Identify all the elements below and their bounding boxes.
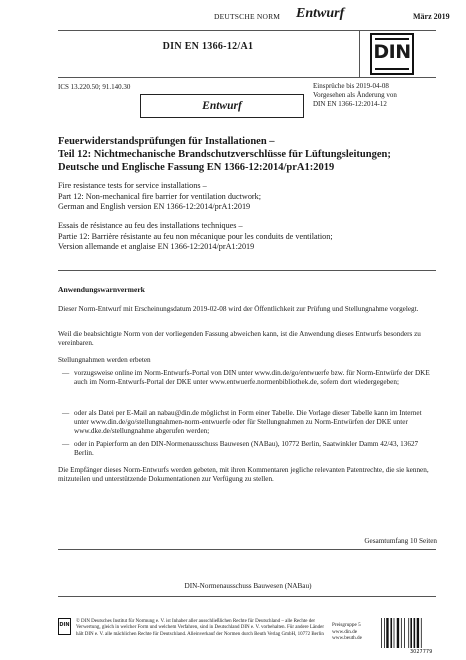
- comments-intro: Stellungnahmen werden erbeten: [58, 356, 151, 364]
- barcode-bar: [421, 618, 422, 648]
- list-item: [58, 369, 438, 387]
- barcode-bar: [404, 618, 405, 648]
- norm-label: DEUTSCHE NORM: [214, 12, 281, 21]
- list-item-text: vorzugsweise online im Norm-Entwurfs-Portal von DIN unter www.din.de/go/entwuerfe bzw. für Norm-Entwürfe der DKE auch im Norm-Entwurfs-Portal der DKE unter www.entwuerfe.normenbibliothek.de, sofern dort wiedergegeben;: [74, 369, 430, 387]
- list-item-text: oder in Papierform an den DIN-Normenausschuss Bauwesen (NABau), 10772 Berlin, Saatwinkler Damm 42/43, 13627 Berlin.: [74, 440, 419, 458]
- title-german: [58, 135, 438, 174]
- title-french: [58, 221, 438, 253]
- dash-marker: —: [62, 440, 70, 448]
- price-line: www.beuth.de: [332, 635, 362, 641]
- warning-heading: Anwendungswarnvermerk: [58, 285, 145, 294]
- list-item: [58, 409, 438, 437]
- barcode-number: 3027779: [410, 649, 433, 655]
- title-line: Feuerwiderstandsprüfungen für Installationen –: [58, 136, 275, 147]
- footer-rule: [58, 596, 436, 597]
- notice-line: Vorgesehen als Änderung von: [313, 91, 397, 99]
- din-logo-top-bar: [375, 38, 409, 40]
- footer-din-logo: [58, 618, 71, 635]
- header-rule-bottom: [58, 77, 436, 78]
- title-line: Essais de résistance au feu des installations techniques –: [58, 221, 243, 230]
- title-line: Partie 12: Barrière résistante au feu non mécanique pour les conduits de ventilation;: [58, 231, 333, 241]
- barcode-bar: [384, 618, 385, 648]
- barcode-bar: [381, 618, 382, 648]
- title-english: [58, 181, 438, 213]
- barcode-bar: [417, 618, 419, 648]
- price-line: www.din.de: [332, 628, 358, 635]
- warning-paragraph: Weil die beabsichtigte Norm von der vorliegenden Fassung abweichen kann, ist die Anwendung dieses Entwurfs besonders zu vereinbaren.: [58, 330, 421, 348]
- warning-paragraph: Dieser Norm-Entwurf mit Erscheinungsdatum 2019-02-08 wird der Öffentlichkeit zur Prüfung und Stellungnahme vorgelegt.: [58, 305, 419, 313]
- title-line: Fire resistance tests for service installations –: [58, 181, 207, 190]
- barcode-bar: [408, 618, 409, 648]
- title-line: German and English version EN 1366-12:2014/prA1:2019: [58, 202, 251, 211]
- barcode-bar: [386, 618, 388, 648]
- list-item-text: oder als Datei per E-Mail an nabau@din.de möglichst in Form einer Tabelle. Die Vorlage dieser Tabelle kann im Internet unter www.din.de/go/stellungnahmen-norm-entwuerfe oder für Stellungnahmen zu Norm-Entwürfen der DKE unter www.dke.de/stellungnahme abgerufen werden;: [74, 409, 422, 436]
- price-line: Preisgruppe 5: [332, 622, 361, 628]
- draft-box: Entwurf: [140, 94, 304, 118]
- title-line: Teil 12: Nichtmechanische Brandschutzverschlüsse für Lüftungsleitungen;: [58, 149, 391, 160]
- din-logo-bottom-bar: [375, 68, 409, 70]
- draft-label: Entwurf: [296, 6, 345, 21]
- barcode-bar: [394, 618, 395, 648]
- objection-notice: [313, 82, 443, 109]
- dash-marker: —: [62, 369, 70, 377]
- document-number: DIN EN 1366-12/A1: [162, 41, 254, 52]
- ics-code: ICS 13.220.50; 91.140.30: [58, 83, 131, 91]
- barcode-bar: [397, 618, 399, 648]
- notice-line: DIN EN 1366-12:2014-12: [313, 100, 387, 108]
- footer-logo-text: DIN: [59, 622, 70, 628]
- list-item: [58, 440, 438, 458]
- issue-date: März 2019: [413, 12, 450, 21]
- total-pages: Gesamtumfang 10 Seiten: [364, 537, 437, 545]
- din-logo: [370, 33, 414, 75]
- logo-divider: [359, 30, 360, 77]
- barcode-bar: [410, 618, 412, 648]
- title-line: Version allemande et anglaise EN 1366-12:2014/prA1:2019: [58, 242, 255, 251]
- barcode-bar: [390, 618, 392, 648]
- barcode-bar: [414, 618, 416, 648]
- warning-paragraph: Die Empfänger dieses Norm-Entwurfs werden gebeten, mit ihren Kommentaren jegliche relevanten Patentrechte, die sie kennen, mitzuteilen und unterstützende Dokumentationen zur Verfügung zu stellen.: [58, 466, 429, 484]
- title-line: Deutsche und Englische Fassung EN 1366-12:2014/prA1:2019: [58, 162, 335, 173]
- barcode-bar: [401, 618, 402, 648]
- notice-line: Einsprüche bis 2019-04-08: [313, 82, 389, 90]
- committee-name: DIN-Normenausschuss Bauwesen (NABau): [184, 582, 312, 590]
- section-rule-top: [58, 270, 436, 271]
- barcode: [380, 618, 436, 648]
- section-rule-bottom: [58, 549, 436, 550]
- title-line: Part 12: Non-mechanical fire barrier for ventilation ductwork;: [58, 191, 262, 201]
- dash-marker: —: [62, 409, 70, 417]
- price-group: [332, 622, 362, 642]
- din-logo-text: DIN: [373, 41, 411, 63]
- copyright-notice: © DIN Deutsches Institut für Normung e. V. ist Inhaber aller ausschließlichen Rechte für Deutschland – alle Rechte der Verwertung, gleich in welcher Form und welchem Verfahren, sind in Deutschland DIN e. V. vorbehalten. Für andere Länder hält DIN e. V. alle mächlichen Rechte für Deutschland. Alleinverkauf der Normen durch Beuth Verlag GmbH, 10772 Berlin: [76, 619, 324, 637]
- header-rule-top: [58, 30, 436, 31]
